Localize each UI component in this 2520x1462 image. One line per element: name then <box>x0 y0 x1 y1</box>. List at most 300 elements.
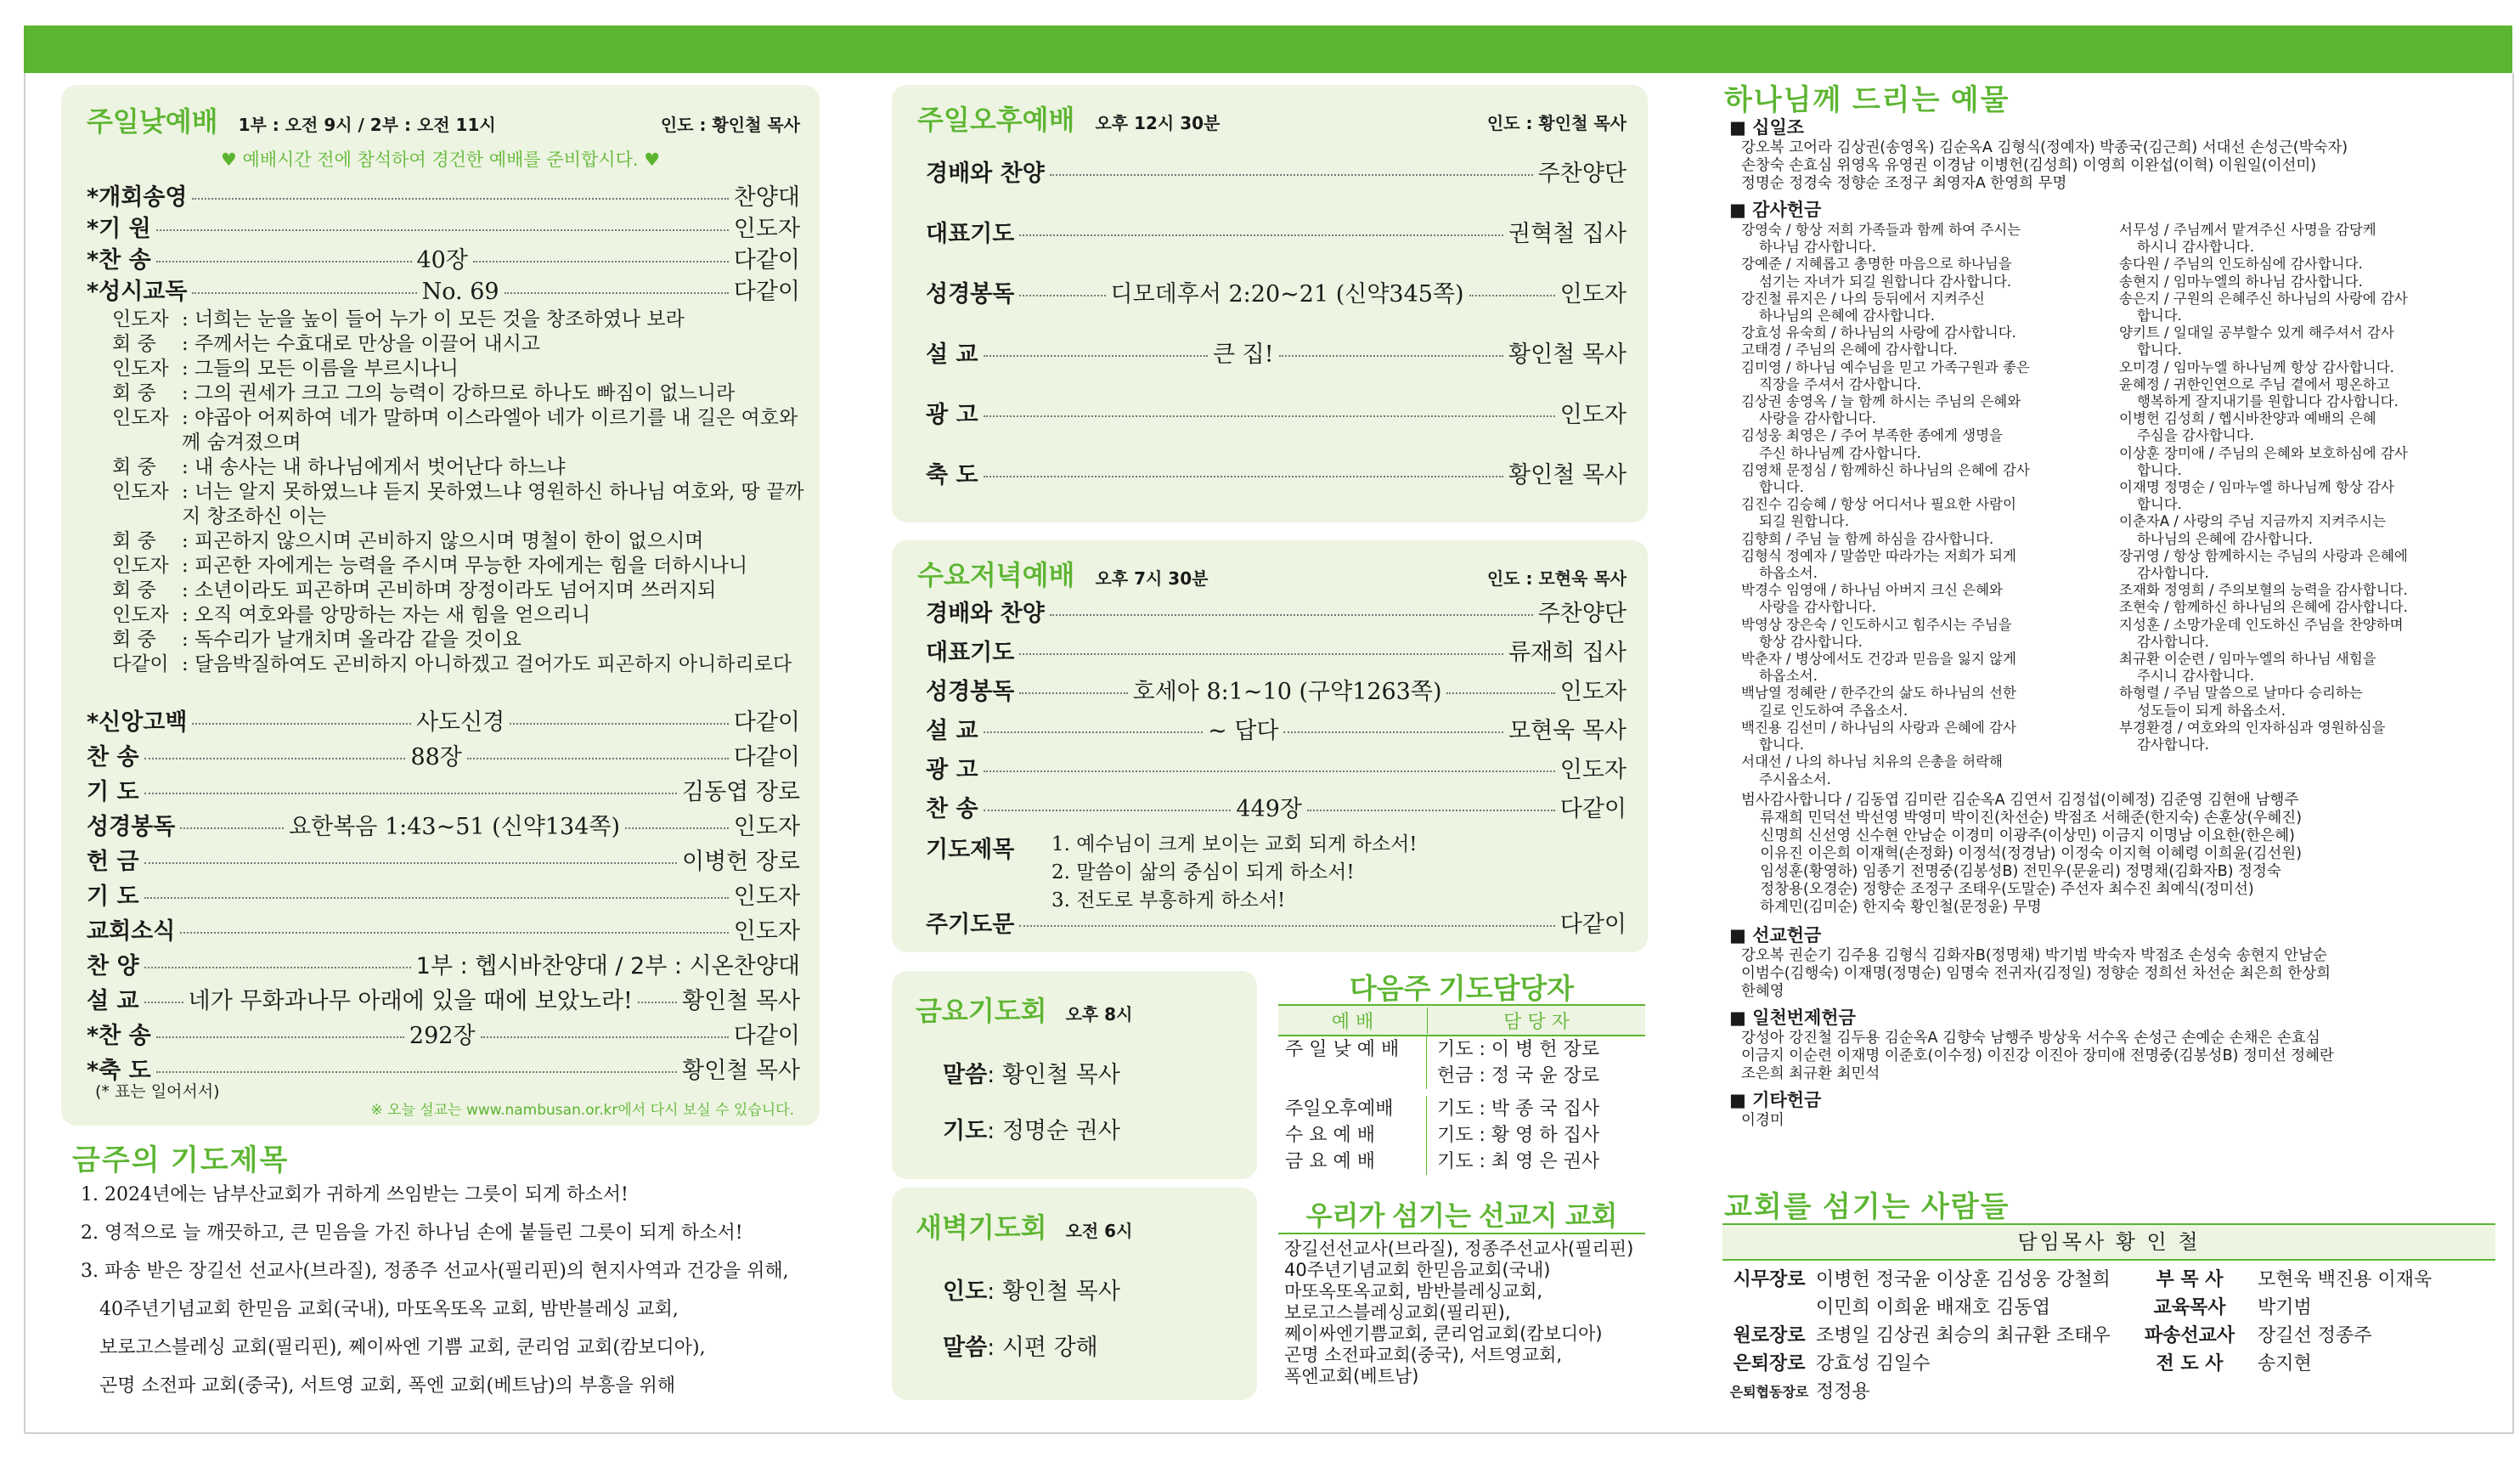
order-row <box>87 878 800 911</box>
meeting-row <box>943 1112 1120 1145</box>
order-person: 류재희 집사 <box>1508 640 1626 666</box>
dots <box>144 967 411 968</box>
thanks-line: 성도들이 되게 하옵소서. <box>2119 702 2286 719</box>
mission-line: 쩨이싸엔기쁨교회, 쿤리엄교회(캄보디아) <box>1284 1324 1603 1344</box>
offering-category: ■ 십일조 <box>1729 117 1805 138</box>
friday-time: 오후 8시 <box>1065 1004 1133 1025</box>
dots <box>505 292 729 294</box>
order-row <box>87 1017 800 1050</box>
head-service: 예 배 <box>1278 1008 1428 1034</box>
mission-line: 40주년기념교회 한믿음교회(국내) <box>1284 1260 1551 1280</box>
thanks-line: 박춘자 / 병상에서도 건강과 믿음을 잃지 않게 <box>1741 651 2016 668</box>
dots <box>144 897 729 899</box>
thanks-line: 김성웅 최영은 / 주어 부족한 종에게 생명을 <box>1741 427 2003 444</box>
staff-row <box>2122 1266 2495 1294</box>
wed-prayer-item: 3. 전도로 부흥하게 하소서! <box>1051 889 1286 912</box>
next-week-service: 금 요 예 배 <box>1278 1149 1427 1175</box>
thanks-column <box>2119 222 2497 788</box>
thanks-line: 길로 인도하여 주옵소서. <box>1741 702 1908 719</box>
order-person: 주찬양단 <box>1537 161 1626 187</box>
staff-row <box>2122 1294 2495 1322</box>
order-label: *개회송영 <box>87 184 188 211</box>
next-week-row <box>1278 1149 1645 1175</box>
order-row <box>87 912 800 946</box>
dots <box>1019 234 1503 236</box>
order-label: 기 도 <box>87 779 139 805</box>
order-person: 인도자 <box>733 883 800 910</box>
reading-line <box>112 554 809 579</box>
thanks-line: 주시옵소서. <box>1741 771 1831 787</box>
order-label: *찬 송 <box>87 247 151 274</box>
staff-row <box>1722 1294 2122 1322</box>
wednesday-service-panel <box>892 540 1648 952</box>
dots <box>192 723 410 725</box>
order-label: 찬 송 <box>926 796 978 822</box>
dots <box>1446 692 1554 694</box>
staff-names: 모현욱 백진용 이재욱 <box>2258 1269 2433 1290</box>
meeting-row <box>943 1273 1120 1306</box>
next-week-person: 기도 : 황 영 하 집사 <box>1437 1125 1600 1146</box>
thanks-line: 조재화 정영희 / 주의보혈의 능력을 감사합니다. <box>2119 582 2408 599</box>
offering-line: 조은희 최규환 최민석 <box>1741 1064 1880 1082</box>
order-person: 1부 : 헵시바찬양대 / 2부 : 시온찬양대 <box>415 953 800 979</box>
dots <box>1279 355 1503 357</box>
dots <box>1019 295 1105 296</box>
order-label: 설 교 <box>87 988 139 1014</box>
order-row <box>87 178 800 212</box>
responsive-reading <box>112 308 809 677</box>
order-label: 축 도 <box>926 462 978 488</box>
reading-line <box>112 406 809 455</box>
thanks-extra-line: 류재희 민덕선 박선영 박영미 박이진(차선순) 박점조 서해준(한지숙) 손훈상(우혜진) <box>1741 809 2303 827</box>
sunday-time: 1부 : 오전 9시 / 2부 : 오전 11시 <box>238 115 496 135</box>
dots <box>984 810 1232 811</box>
thanks-line: 최규환 이순련 / 임마누엘의 하나님 새힘을 <box>2119 651 2376 668</box>
order-detail: 88장 <box>410 744 462 771</box>
reading-text: : 오직 여호와를 앙망하는 자는 새 힘을 얻으리니 <box>182 604 591 626</box>
order-label: *축 도 <box>87 1058 151 1084</box>
order-detail: 호세아 8:1~10 (구약1263쪽) <box>1132 679 1442 705</box>
missions-rule <box>1278 1233 1645 1234</box>
staff-role: 파송선교사 <box>2144 1325 2235 1346</box>
order-detail: 큰 집! <box>1212 342 1274 368</box>
thanks-line: 감사합니다. <box>2119 633 2209 650</box>
wed-prayer-item: 1. 예수님이 크게 보이는 교회 되게 하소서! <box>1051 833 1418 855</box>
order-row <box>926 634 1626 667</box>
prayer-list <box>81 1176 828 1405</box>
dots <box>1050 614 1533 616</box>
dots <box>180 932 728 934</box>
staff-names: 이민희 이희윤 배재호 김동엽 <box>1816 1297 2051 1318</box>
thanks-line: 하시니 감사합니다. <box>2119 239 2254 256</box>
thanks-line: 고태경 / 주님의 은혜에 감사합니다. <box>1741 342 1958 358</box>
order-label: 경배와 찬양 <box>926 601 1045 627</box>
reading-line <box>112 628 809 652</box>
next-week-title: 다음주 기도담당자 <box>1349 973 1575 1004</box>
order-detail: 40장 <box>416 247 468 274</box>
reading-line <box>112 480 809 529</box>
thanks-line: 사랑을 감사합니다. <box>1741 599 1876 616</box>
next-week-rows <box>1278 1036 1645 1175</box>
order-detail: No. 69 <box>421 279 499 305</box>
order-label: *성시교독 <box>87 279 188 305</box>
offering-line: 강오복 고어라 김상권(송영옥) 김순옥A 김형식(정예자) 박종국(김근희) 서대선 손성근(박숙자) <box>1741 139 2348 156</box>
reading-text: : 달음박질하여도 곤비하지 아니하겠고 걸어가도 피곤하지 아니하리로다 <box>182 653 792 675</box>
order-person: 모현욱 목사 <box>1508 718 1627 744</box>
reading-line <box>112 603 809 628</box>
staff-names: 송지현 <box>2258 1353 2312 1375</box>
thanks-line: 양키트 / 일대일 공부할수 있게 해주셔서 감사 <box>2119 325 2394 342</box>
next-week-person: 헌금 : 정 국 윤 장로 <box>1437 1065 1600 1087</box>
thanks-line: 박경수 임영애 / 하나님 아버지 크신 은혜와 <box>1741 582 2003 599</box>
order-row <box>926 751 1626 784</box>
thanks-line: 섬기는 자녀가 되길 원합니다 감사합니다. <box>1741 273 2012 290</box>
order-label: 성경봉독 <box>87 814 176 840</box>
thanks-line: 하옵소서. <box>1741 565 1818 582</box>
staff-names: 정정용 <box>1816 1381 1870 1403</box>
staff-role: 은퇴장로 <box>1733 1353 1806 1375</box>
order-label: 찬 송 <box>87 744 139 771</box>
order-person: 인도자 <box>1559 679 1627 705</box>
sunday-service-panel <box>61 85 820 1126</box>
staff-left <box>1722 1266 2122 1406</box>
thanks-line: 부경환경 / 여호와의 인자하심과 영원하심을 <box>2119 719 2386 736</box>
reading-text: : 소년이라도 피곤하며 곤비하며 장정이라도 넘어지며 쓰러지되 <box>182 579 717 601</box>
header-bar <box>24 25 2512 73</box>
prayer-item: 40주년기념교회 한믿음 교회(국내), 마또옥또옥 교회, 밤반블레싱 교회, <box>99 1299 679 1320</box>
thanks-line: 강영숙 / 항상 저희 가족들과 함께 하여 주시는 <box>1741 222 2021 238</box>
order-detail: 사도신경 <box>415 709 505 736</box>
dots <box>984 415 1555 417</box>
order-person: 황인철 목사 <box>682 1058 800 1084</box>
order-person: 황인철 목사 <box>1508 462 1626 488</box>
offering-line: 이금지 이순련 이재명 이준호(이수정) 이진강 이진아 장미애 전명중(김봉성B) 정미선 정혜란 <box>1741 1047 2334 1064</box>
staff-role: 은퇴협동장로 <box>1729 1384 1809 1400</box>
staff-names: 조병일 김상권 최승의 최규환 조태우 <box>1816 1325 2111 1346</box>
order-row <box>87 273 800 306</box>
order-label: 설 교 <box>926 718 978 744</box>
offering-category: ■ 기타헌금 <box>1729 1089 1822 1110</box>
staff-row <box>1722 1322 2122 1350</box>
offering-block <box>1729 1112 2498 1130</box>
dots <box>510 723 728 725</box>
offering-line: 손창숙 손효심 위영옥 유영권 이경남 이병헌(김성희) 이영희 이완섭(이혁) 이원일(이선미) <box>1741 157 2317 174</box>
dots <box>1019 653 1503 655</box>
staff-title: 교회를 섬기는 사람들 <box>1724 1191 2010 1223</box>
next-week-person: 기도 : 이 병 헌 장로 <box>1437 1039 1600 1060</box>
offering-category: ■ 일천번제헌금 <box>1729 1007 1856 1028</box>
reading-line <box>112 529 809 554</box>
meeting-label: 말씀 <box>943 1335 988 1361</box>
thanks-line: 백진용 김선미 / 하나님의 사랑과 은혜에 감사 <box>1741 719 2016 736</box>
thanks-line: 송은지 / 구원의 은혜주신 하나님의 사랑에 감사 <box>2119 290 2408 307</box>
reading-speaker: 회 중 <box>112 456 156 478</box>
dots <box>984 355 1208 357</box>
thanks-line: 지성훈 / 소망가운데 인도하신 주님을 찬양하며 <box>2119 616 2404 633</box>
staff-names: 이병헌 정국윤 이상훈 김성웅 강철희 <box>1816 1269 2111 1290</box>
thanks-line: 이병헌 김성희 / 헵시바찬양과 예배의 은혜 <box>2119 410 2376 427</box>
order-person: 찬양대 <box>733 184 800 211</box>
dawn-time: 오전 6시 <box>1065 1221 1133 1241</box>
staff-names: 장길선 정종주 <box>2258 1325 2372 1346</box>
order-label: *신앙고백 <box>87 709 188 736</box>
thanks-line: 백남열 정혜란 / 한주간의 삶도 하나님의 선한 <box>1741 685 2016 702</box>
thanks-line: 김미영 / 하나님 예수님을 믿고 가족구원과 좋은 <box>1741 358 2030 375</box>
order-row <box>926 215 1626 248</box>
thanks-line: 박영상 장은숙 / 인도하시고 힘주시는 주님을 <box>1741 616 2012 633</box>
afternoon-title: 주일오후예배 <box>917 104 1075 135</box>
reading-speaker: 회 중 <box>112 333 156 355</box>
thanks-line: 항상 감사합니다. <box>1741 633 1863 650</box>
dots <box>984 771 1555 772</box>
thanks-line: 송다원 / 주님의 인도하심에 감사합니다. <box>2119 256 2363 273</box>
staff-role: 시무장로 <box>1733 1269 1806 1290</box>
thanks-line: 강진철 류지은 / 나의 등뒤에서 지켜주신 <box>1741 290 1985 307</box>
dots <box>1050 174 1533 176</box>
reading-speaker: 회 중 <box>112 579 156 601</box>
order-label: 광 고 <box>926 757 978 783</box>
order-label: 광 고 <box>926 402 978 428</box>
mission-line: 보로고스블레싱교회(필리핀), <box>1284 1302 1511 1323</box>
thanks-line: 사랑을 감사합니다. <box>1741 410 1876 427</box>
staff-role <box>1722 1294 1816 1322</box>
dots <box>1307 810 1555 811</box>
next-week-row <box>1278 1122 1645 1149</box>
order-row <box>926 396 1626 429</box>
order-label: 설 교 <box>926 342 978 368</box>
reading-line <box>112 381 809 406</box>
reading-text: : 그의 권세가 크고 그의 능력이 강하므로 하나도 빠짐이 없느니라 <box>182 382 736 404</box>
prayer-item: 1. 2024년에는 남부산교회가 귀하게 쓰임받는 그릇이 되게 하소서! <box>81 1184 629 1205</box>
wednesday-title: 수요저녁예배 <box>917 560 1075 590</box>
thanks-line: 오미경 / 임마누엘 하나님께 항상 감사합니다. <box>2119 358 2394 375</box>
thanks-line: 하옵소서. <box>1741 668 1818 685</box>
offering-line: 강성아 강진철 김두용 김순옥A 김향숙 남행주 방상욱 서수옥 손성근 손예순 손채은 손효심 <box>1741 1029 2320 1047</box>
order-row <box>926 456 1626 489</box>
staff-names: 강효성 김일수 <box>1816 1353 1931 1375</box>
dawn-title: 새벽기도회 <box>916 1212 1047 1243</box>
lords-prayer-row <box>926 906 1626 939</box>
offerings-title: 하나님께 드리는 예물 <box>1724 84 2010 116</box>
wed-prayer-label: 기도제목 <box>926 837 1015 863</box>
meeting-row <box>943 1329 1098 1362</box>
order-label: 대표기도 <box>926 640 1015 666</box>
reading-line <box>112 357 809 381</box>
afternoon-leader: 인도 : 황인철 목사 <box>1486 113 1626 133</box>
missions-title: 우리가 섬기는 선교지 교회 <box>1305 1200 1618 1231</box>
prayer-item: 보로고스블레싱 교회(필리핀), 쩨이싸엔 기쁨 교회, 쿤리엄 교회(캄보디아), <box>99 1337 706 1358</box>
next-week-service: 주일오후예배 <box>1278 1096 1427 1122</box>
sunday-title: 주일낮예배 <box>87 106 218 137</box>
order-label: 헌 금 <box>87 849 139 875</box>
thanks-line: 강효성 유숙희 / 하나님의 사랑에 감사합니다. <box>1741 325 2016 342</box>
staff-names: 박기범 <box>2258 1297 2312 1318</box>
reading-text: : 독수리가 날개치며 올라감 같을 것이요 <box>182 629 521 651</box>
order-label: 성경봉독 <box>926 281 1015 308</box>
reading-speaker: 인도자 <box>112 358 169 380</box>
next-week-service <box>1278 1063 1427 1089</box>
dots <box>144 758 406 759</box>
dots <box>984 731 1204 733</box>
reading-line <box>112 308 809 332</box>
thanks-line: 하형렬 / 주님 말씀으로 날마다 승리하는 <box>2119 685 2363 702</box>
order-label: *찬 송 <box>87 1023 151 1049</box>
thanks-extra-line: 하계민(김미순) 한지숙 황인철(문정윤) 무명 <box>1741 898 2042 916</box>
friday-title: 금요기도회 <box>916 996 1047 1026</box>
sunday-leader: 인도 : 황인철 목사 <box>660 115 800 135</box>
order-person: 다같이 <box>733 247 801 274</box>
order-label: 찬 양 <box>87 953 139 979</box>
thanks-line: 김진수 김승혜 / 항상 어디서나 필요한 사람이 <box>1741 496 2016 513</box>
thanks-line: 조현숙 / 함께하신 하나님의 은혜에 감사합니다. <box>2119 599 2408 616</box>
order-person: 다같이 <box>733 744 800 771</box>
order-row <box>87 982 800 1015</box>
order-row <box>87 703 800 737</box>
thanks-line: 김영채 문정심 / 함께하신 하나님의 은혜에 감사 <box>1741 461 2030 478</box>
thanks-line: 합니다. <box>2119 461 2183 478</box>
prayer-item: 3. 파송 받은 장길선 선교사(브라질), 정종주 선교사(필리핀)의 현지사역과 건강을 위해, <box>81 1261 789 1282</box>
reading-speaker: 인도자 <box>112 604 169 626</box>
dawn-panel <box>892 1188 1257 1400</box>
reading-text: : 야곱아 어찌하여 네가 말하며 이스라엘아 네가 이르기를 내 길은 여호와께 숨겨졌으며 <box>182 407 798 454</box>
staff-row <box>1722 1266 2122 1294</box>
wed-prayer-item: 2. 말씀이 삶의 중심이 되게 하소서! <box>1051 861 1355 883</box>
dots <box>473 261 729 262</box>
order-row <box>87 241 800 274</box>
wednesday-time: 오후 7시 30분 <box>1095 568 1209 589</box>
offering-line: 강오복 권순기 김주용 김형식 김화자B(정명채) 박기범 박숙자 박점조 손성숙 송현지 안남순 <box>1741 946 2327 964</box>
reading-text: : 너는 알지 못하였느냐 듣지 못하였느냐 영원하신 하나님 여호와, 땅 끝까지 창조하신 이는 <box>182 481 804 528</box>
reading-speaker: 인도자 <box>112 555 169 577</box>
thanks-line: 김형식 정예자 / 말씀만 따라가는 저희가 되게 <box>1741 547 2016 564</box>
thanks-line: 주시니 감사합니다. <box>2119 668 2254 685</box>
standing-footnote: (* 표는 일어서서) <box>95 1082 220 1101</box>
sunday-notice: ♥ 예배시간 전에 참석하여 경건한 예배를 준비합시다. ♥ <box>220 150 661 170</box>
afternoon-time: 오후 12시 30분 <box>1095 113 1221 133</box>
order-person: 다같이 <box>733 279 801 305</box>
meeting-label: 말씀 <box>943 1062 988 1088</box>
dots <box>638 1002 677 1003</box>
dots <box>192 292 416 294</box>
reading-text: : 그들의 모든 이름을 부르시나니 <box>182 358 459 380</box>
dots <box>144 1002 183 1003</box>
dots <box>156 1071 677 1073</box>
staff-role: 부 목 사 <box>2156 1269 2224 1290</box>
offering-line: 정명순 정경숙 정향순 조정구 최영자A 한영희 무명 <box>1741 175 2067 192</box>
senior-pastor: 담임목사 황 인 철 <box>1722 1223 2495 1261</box>
thanks-line: 감사합니다. <box>2119 737 2209 754</box>
next-week-service: 수 요 예 배 <box>1278 1122 1427 1149</box>
reading-text: : 피곤한 자에게는 능력을 주시며 무능한 자에게는 힘을 더하시나니 <box>182 555 748 577</box>
reading-line <box>112 652 809 677</box>
order-person: 인도자 <box>733 814 800 840</box>
staff-right <box>2122 1266 2495 1406</box>
reading-speaker: 인도자 <box>112 407 169 429</box>
mission-line: 폭엔교회(베트남) <box>1284 1366 1419 1386</box>
reading-speaker: 다같이 <box>112 653 169 675</box>
thanks-line: 합니다. <box>2119 342 2183 358</box>
thanks-extra <box>1729 792 2498 917</box>
order-label: 성경봉독 <box>926 679 1015 705</box>
order-detail: 292장 <box>409 1023 476 1049</box>
meeting-value: : 황인철 목사 <box>987 1062 1120 1088</box>
offerings-section <box>1729 114 2498 1133</box>
staff-table <box>1722 1223 2495 1406</box>
order-row <box>87 947 800 980</box>
order-row <box>87 738 800 771</box>
order-label: 교회소식 <box>87 918 176 945</box>
order-person: 인도자 <box>1559 757 1626 783</box>
offering-line: 이경미 <box>1741 1111 1784 1129</box>
dots <box>984 476 1503 477</box>
order-label: *기 원 <box>87 216 151 242</box>
thanks-extra-line: 신명희 신선영 신수현 안남순 이경미 이광주(이상민) 이금지 이명남 이요한(한은혜) <box>1741 827 2295 844</box>
order-person: 황인철 목사 <box>1508 342 1626 368</box>
prayer-item: 곤명 소전파 교회(중국), 서트영 교회, 폭엔 교회(베트남)의 부흥을 위해 <box>99 1375 676 1397</box>
thanks-line: 합니다. <box>1741 479 1805 496</box>
dots <box>625 827 729 829</box>
order-person: 인도자 <box>1559 281 1626 308</box>
website-note: ※ 오늘 설교는 www.nambusan.or.kr에서 다시 보실 수 있습니다. <box>370 1102 794 1119</box>
reading-text: : 피곤하지 않으시며 곤비하지 않으시며 명철이 한이 없으시며 <box>182 530 704 552</box>
order-person: 인도자 <box>733 216 800 242</box>
order-row <box>926 595 1626 628</box>
thanks-line: 하나님 감사합니다. <box>1741 239 1876 256</box>
dots <box>144 862 677 864</box>
order-row <box>87 773 800 806</box>
thanks-line: 서대선 / 나의 하나님 치유의 은총을 허락해 <box>1741 754 2003 771</box>
thanks-line: 강예준 / 지혜롭고 총명한 마음으로 하나님을 <box>1741 256 2012 273</box>
staff-row <box>1722 1378 2122 1406</box>
thanks-line: 이춘자A / 사랑의 주님 지금까지 지켜주시는 <box>2119 513 2387 530</box>
dots <box>180 827 284 829</box>
dots <box>1283 731 1503 733</box>
thanks-line: 하나님의 은혜에 감사합니다. <box>2119 530 2313 547</box>
dots <box>1019 925 1554 927</box>
next-week-row <box>1278 1096 1645 1122</box>
staff-role: 원로장로 <box>1733 1325 1806 1346</box>
order-label: 경배와 찬양 <box>926 161 1045 187</box>
thanks-column <box>1741 222 2119 788</box>
order-label: 대표기도 <box>926 221 1015 247</box>
reading-line <box>112 579 809 603</box>
order-row <box>926 673 1626 706</box>
order-person: 이병헌 장로 <box>682 849 800 875</box>
reading-speaker: 회 중 <box>112 530 156 552</box>
order-detail: 디모데후서 2:20~21 (신약345쪽) <box>1110 281 1464 308</box>
dots <box>144 793 677 794</box>
dots <box>192 198 728 200</box>
mission-line: 곤명 소전파교회(중국), 서트영교회, <box>1284 1345 1563 1365</box>
afternoon-service-panel <box>892 85 1648 522</box>
thanks-line: 행복하게 잘지내기를 원합니다 감사합니다. <box>2119 393 2399 410</box>
order-row <box>926 790 1626 823</box>
thanks-line: 이재명 정명순 / 임마누엘 하나님께 항상 감사 <box>2119 479 2394 496</box>
dots <box>1469 295 1555 296</box>
thanks-line: 주심을 감사합니다. <box>2119 427 2254 444</box>
thanks-extra-line: 이유진 이은희 이재혁(손정화) 이정석(정경남) 이정숙 이지혁 이혜령 이희윤(김선원) <box>1741 844 2303 862</box>
thanks-line: 하나님의 은혜에 감사합니다. <box>1741 308 1935 325</box>
thanks-line: 송현지 / 임마누엘의 하나님 감사합니다. <box>2119 273 2363 290</box>
offering-line: 이범수(김행숙) 이재명(정명순) 임명숙 전귀자(김정일) 정향순 정희선 차선순 최은희 한상희 <box>1741 964 2331 982</box>
order-row <box>926 712 1626 745</box>
thanks-line: 감사합니다. <box>2119 565 2209 582</box>
reading-text: : 너희는 눈을 높이 들어 누가 이 모든 것을 창조하였나 보라 <box>182 308 685 330</box>
reading-line <box>112 455 809 480</box>
staff-role: 전 도 사 <box>2156 1353 2224 1375</box>
mission-line: 장길선선교사(브라질), 정종주선교사(필리핀) <box>1284 1239 1634 1259</box>
offering-block <box>1729 1030 2498 1083</box>
